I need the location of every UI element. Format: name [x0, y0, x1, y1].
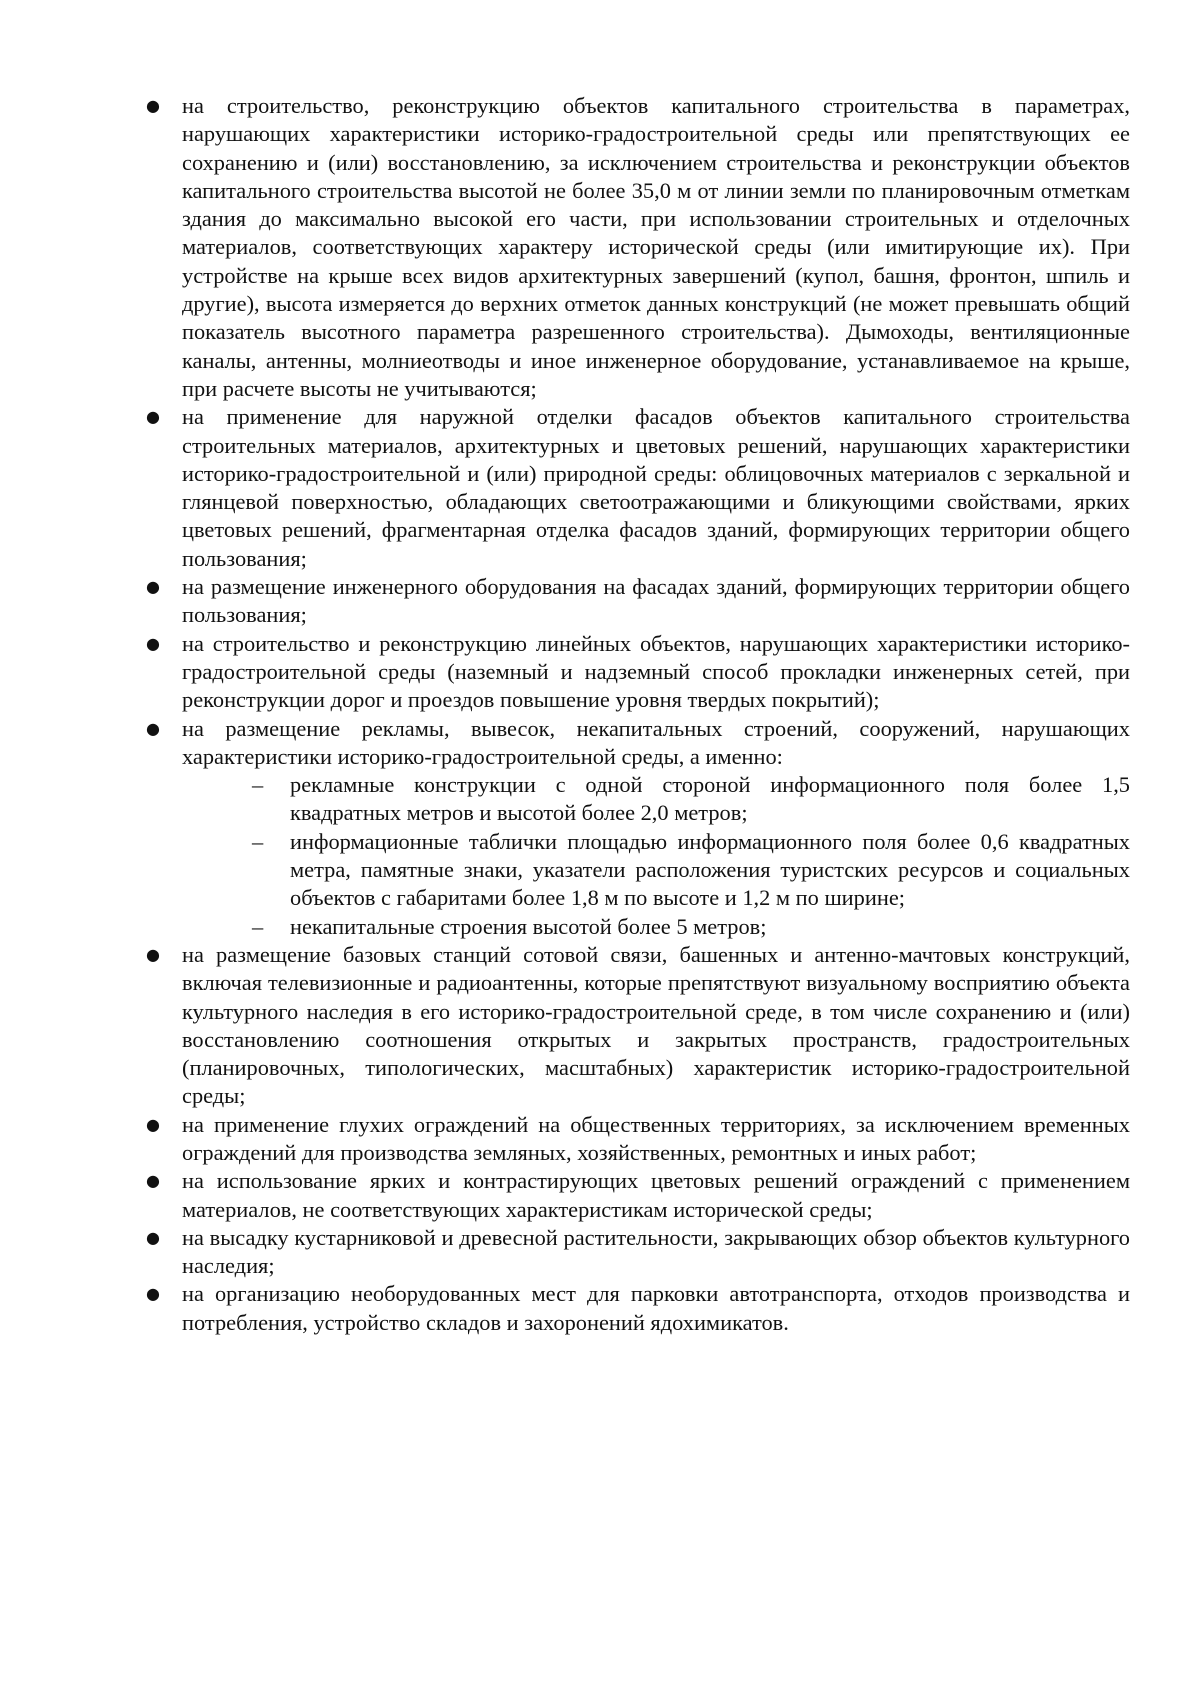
bullet-icon: ● [146, 1171, 160, 1191]
list-item-text: на размещение базовых станций сотовой связи, башенных и антенно-мачтовых конструкций, включая телевизионные и радиоантенны, которые препятствуют визуальному восприятию объекта культурного наследия в его историко-градостроительной среде, в том числе сохранению и (или) восстановлению соотношения открытых и закрытых пространств, градостроительных (планировочных, типологических, масштабных) характеристик историко-градостроительной среды; [182, 941, 1130, 1109]
sub-list-item [252, 771, 1130, 828]
list-item [146, 715, 1130, 941]
bullet-icon: ● [146, 944, 160, 964]
bullet-icon: ● [146, 1284, 160, 1304]
sub-list-item [252, 828, 1130, 913]
list-item-text: на строительство, реконструкцию объектов капитального строительства в параметрах, нарушающих характеристики историко-градостроительной среды или препятствующих ее сохранению и (или) восстановлению, за исключением строительства и реконструкции объектов капитального строительства высотой не более 35,0 м от линии земли по планировочным отметкам здания до максимально высокой его части, при использовании строительных и отделочных материалов, соответствующих характеру исторической среды (или имитирующие их). При устройстве на крыше всех видов архитектурных завершений (купол, башня, фронтон, шпиль и другие), высота измеряется до верхних отметок данных конструкций (не может превышать общий показатель высотного параметра разрешенного строительства). Дымоходы, вентиляционные каналы, антенны, молниеотводы и иное инженерное оборудование, устанавливаемое на крыше, при расчете высоты не учитываются; [182, 93, 1130, 401]
list-item [146, 1224, 1130, 1281]
list-item-text: на применение для наружной отделки фасадов объектов капитального строительства строительных материалов, архитектурных и цветовых решений, нарушающих характеристики историко-градостроительной и (или) природной среды: облицовочных материалов с зеркальной и глянцевой поверхностью, обладающих светоотражающими и бликующими свойствами, ярких цветовых решений, фрагментарная отделка фасадов зданий, формирующих территории общего пользования; [182, 404, 1130, 571]
bullet-icon: ● [146, 1227, 160, 1247]
list-item [146, 1280, 1130, 1337]
list-item [146, 1111, 1130, 1168]
list-item [146, 573, 1130, 630]
sub-list-item-text: некапитальные строения высотой более 5 метров; [290, 913, 767, 939]
sub-list-item-text: информационные таблички площадью информационного поля более 0,6 квадратных метра, памятные знаки, указатели расположения туристских ресурсов и социальных объектов с габаритами более 1,8 м по высоте и 1,2 м по ширине; [290, 828, 1130, 911]
list-item-text: на строительство и реконструкцию линейных объектов, нарушающих характеристики историко-градостроительной среды (наземный и надземный способ прокладки инженерных сетей, при реконструкции дорог и проездов повышение уровня твердых покрытий); [182, 630, 1130, 713]
bullet-icon: ● [146, 1114, 160, 1134]
restriction-list [146, 92, 1130, 1337]
list-item-text: на размещение инженерного оборудования на фасадах зданий, формирующих территории общего пользования; [182, 574, 1130, 628]
dash-icon: – [252, 913, 264, 939]
list-item [146, 1167, 1130, 1224]
list-item [146, 941, 1130, 1111]
list-item-text: на использование ярких и контрастирующих цветовых решений ограждений с применением материалов, не соответствующих характеристикам исторической среды; [182, 1168, 1130, 1222]
bullet-icon: ● [146, 633, 160, 653]
sub-list [182, 771, 1130, 941]
list-item-text: на применение глухих ограждений на общественных территориях, за исключением временных ограждений для производства земляных, хозяйственных, ремонтных и иных работ; [182, 1111, 1130, 1165]
list-item-text: на высадку кустарниковой и древесной растительности, закрывающих обзор объектов культурного наследия; [182, 1224, 1130, 1279]
sub-list-item [252, 913, 1130, 941]
list-item-text: на размещение рекламы, вывесок, некапитальных строений, сооружений, нарушающих характеристики историко-градостроительной среды, а именно: [182, 715, 1130, 769]
list-item-text: на организацию необорудованных мест для парковки автотранспорта, отходов производства и потребления, устройство складов и захоронений ядохимикатов. [182, 1281, 1130, 1335]
list-item [146, 630, 1130, 715]
list-item [146, 403, 1130, 573]
bullet-icon: ● [146, 718, 160, 738]
dash-icon: – [252, 772, 264, 798]
bullet-icon: ● [146, 577, 160, 597]
bullet-icon: ● [146, 96, 160, 115]
sub-list-item-text: рекламные конструкции с одной стороной информационного поля более 1,5 квадратных метров и высотой более 2,0 метров; [290, 772, 1130, 826]
dash-icon: – [252, 828, 264, 854]
bullet-icon: ● [146, 407, 160, 427]
list-item [146, 92, 1130, 403]
document-body [146, 92, 1130, 1337]
